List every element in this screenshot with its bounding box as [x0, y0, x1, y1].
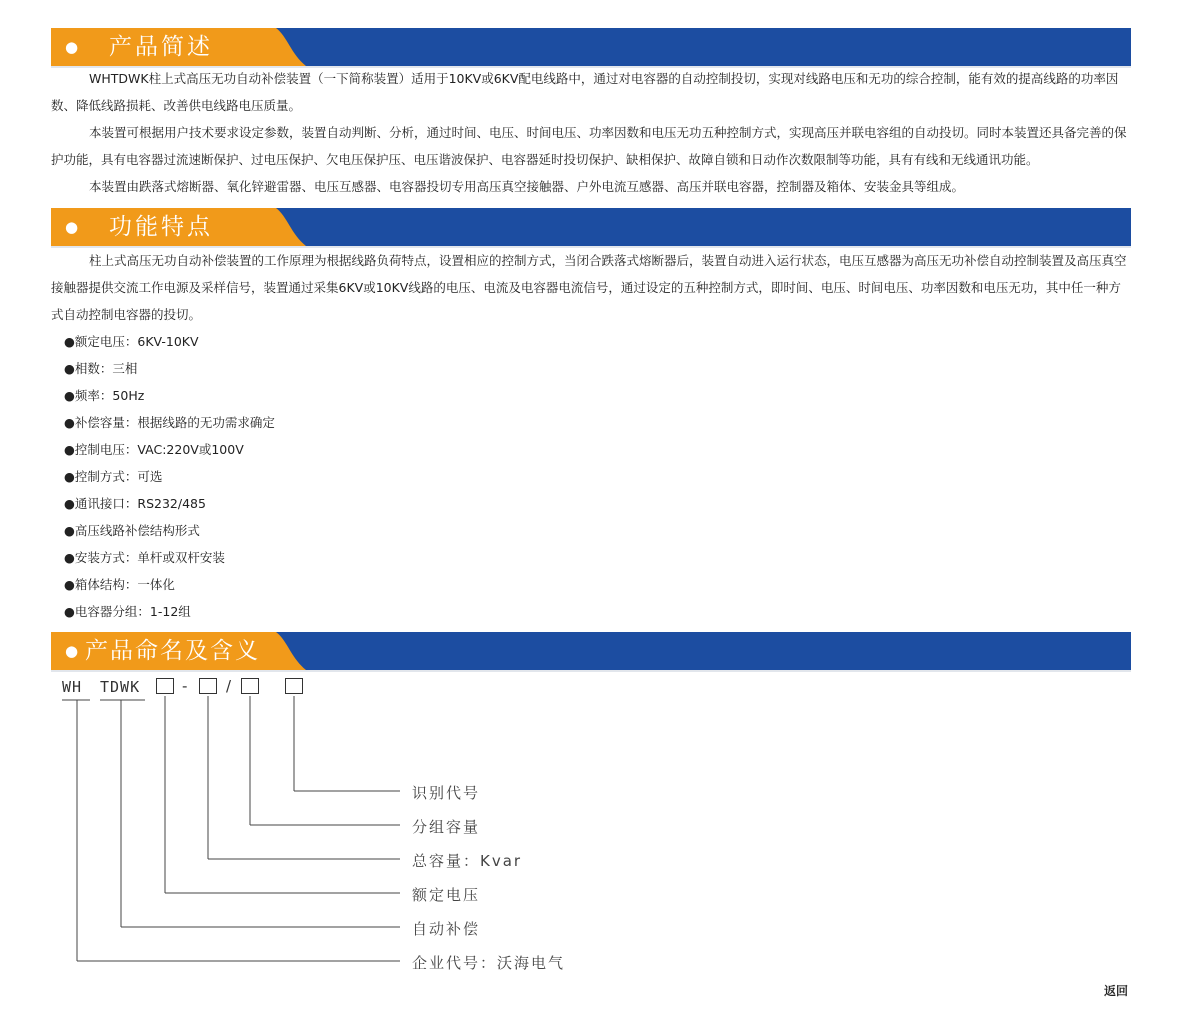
banner-bullet: ● [65, 642, 79, 660]
banner-graphic [51, 208, 1131, 248]
spec-item: ●相数：三相 [64, 361, 138, 376]
naming-label-group-capacity: 分组容量 [412, 818, 481, 836]
spec-item: ●额定电压：6KV-10KV [64, 334, 199, 349]
overview-paragraph-1 [51, 65, 1131, 119]
banner-bullet: ● [65, 218, 79, 236]
naming-label-auto-compensation: 自动补偿 [412, 920, 481, 938]
section-title: 产品简述 [109, 34, 213, 60]
naming-connector-lines [0, 690, 420, 990]
spec-item: ●电容器分组：1-12组 [64, 604, 191, 619]
section-title: 产品命名及含义 [85, 638, 260, 664]
code-dash: - [182, 677, 188, 695]
overview-text-1: WHTDWK柱上式高压无功自动补偿装置（一下简称装置）适用于10KV或6KV配电线路中，通过对电容器的自动控制投切，实现对线路电压和无功的综合控制，能有效的提高线路的功率因数、降低线路损耗、改善供电线路电压质量。 [51, 71, 1119, 113]
spec-item: ●控制方式：可选 [64, 469, 163, 484]
code-slash: / [226, 677, 232, 695]
features-paragraph [51, 247, 1131, 328]
overview-text-2: 本装置可根据用户技术要求设定参数，装置自动判断、分析，通过时间、电压、时间电压、功率因数和电压无功五种控制方式，实现高压并联电容组的自动投切。同时本装置还具备完善的保护功能，具有电容器过流速断保护、过电压保护、欠电压保护压、电压谐波保护、电容器延时投切保护、缺相保护、故障自锁和日动作次数限制等功能，具有有线和无线通讯功能。 [51, 125, 1127, 167]
naming-label-company-code: 企业代号：沃海电气 [412, 954, 566, 972]
banner-bullet: ● [65, 38, 79, 56]
section-banner-features [51, 208, 1131, 246]
spec-item: ●控制电压：VAC:220V或100V [64, 442, 244, 457]
spec-item: ●箱体结构：一体化 [64, 577, 175, 592]
spec-item: ●安装方式：单杆或双杆安装 [64, 550, 225, 565]
section-title: 功能特点 [109, 214, 213, 240]
section-banner-overview [51, 28, 1131, 66]
banner-graphic [51, 28, 1131, 68]
naming-label-total-capacity: 总容量：Kvar [412, 852, 523, 870]
spec-item: ●频率：50Hz [64, 388, 145, 403]
code-tdwk: TDWK [100, 678, 141, 696]
naming-label-rated-voltage: 额定电压 [412, 886, 481, 904]
spec-item: ●补偿容量：根据线路的无功需求确定 [64, 415, 275, 430]
back-link[interactable]: 返回 [1104, 984, 1129, 998]
overview-paragraph-2 [51, 119, 1131, 173]
features-text: 柱上式高压无功自动补偿装置的工作原理为根据线路负荷特点，设置相应的控制方式，当闭合跌落式熔断器后，装置自动进入运行状态，电压互感器为高压无功补偿自动控制装置及高压真空接触器提供交流工作电源及采样信号，装置通过采集6KV或10KV线路的电压、电流及电容器电流信号，通过设定的五种控制方式，即时间、电压、时间电压、功率因数和电压无功，其中任一种方式自动控制电容器的投切。 [51, 253, 1127, 322]
code-wh: WH [62, 678, 83, 696]
section-banner-naming [51, 632, 1131, 670]
spec-item: ●高压线路补偿结构形式 [64, 523, 200, 538]
overview-text-3: 本装置由跌落式熔断器、氧化锌避雷器、电压互感器、电容器投切专用高压真空接触器、户外电流互感器、高压并联电容器，控制器及箱体、安装金具等组成。 [89, 179, 965, 194]
overview-paragraph-3 [51, 173, 1131, 200]
naming-label-identifier: 识别代号 [412, 784, 481, 802]
spec-item: ●通讯接口：RS232/485 [64, 496, 206, 511]
